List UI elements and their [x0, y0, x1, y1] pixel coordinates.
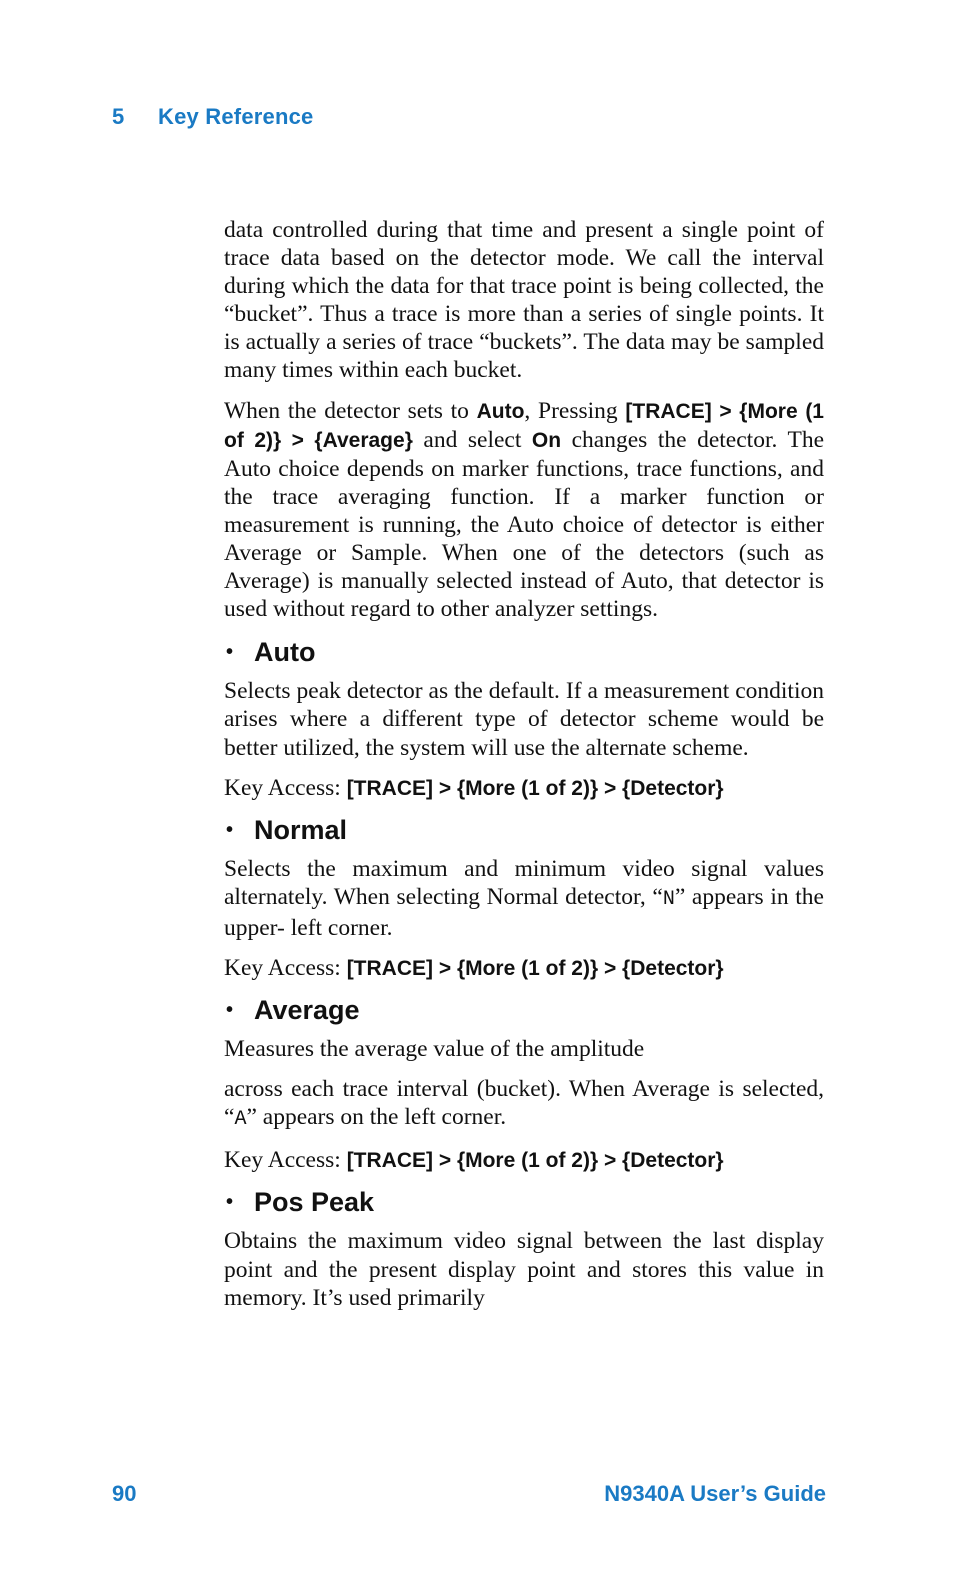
key-access-average — [224, 1146, 824, 1175]
heading-label: Normal — [254, 814, 348, 845]
key-access-normal — [224, 954, 824, 983]
auto-keyword: Auto — [476, 399, 525, 423]
average-description-1: Measures the average value of the amplitude — [224, 1036, 645, 1063]
section-heading-pos-peak — [224, 1185, 824, 1219]
section-heading-average — [224, 993, 824, 1027]
bullet-icon: • — [226, 641, 234, 664]
bullet-icon: • — [226, 1191, 234, 1214]
normal-description — [224, 855, 824, 942]
section-heading-auto — [224, 635, 824, 669]
key-access-path: [TRACE] > {More (1 of 2)} > {Detector} — [346, 1149, 724, 1173]
section-heading-normal — [224, 813, 824, 847]
key-access-path: [TRACE] > {More (1 of 2)} > {Detector} — [346, 956, 724, 980]
key-access-auto — [224, 774, 824, 803]
auto-description: Selects peak detector as the default. If a measurement condition arises where a different type of detector scheme would be better utilized, the system will use the alternate scheme. — [224, 678, 824, 761]
text-span: ” appears in the upper- left corner. — [224, 883, 824, 941]
text-span: Selects the maximum and minimum video signal values alternately. When selecting Normal detector, “ — [224, 855, 824, 910]
code-glyph: A — [234, 1108, 247, 1132]
key-access-label: Key Access: — [224, 774, 341, 801]
intro-paragraph-2 — [224, 397, 824, 624]
page-body — [224, 216, 824, 1324]
average-description-2 — [224, 1075, 824, 1134]
code-glyph: N — [662, 887, 675, 911]
heading-label: Average — [254, 995, 360, 1026]
chapter-number: 5 — [112, 104, 125, 129]
intro-paragraph-1: data controlled during that time and present a single point of trace data based on the detector mode. We call the interval during which the data for that trace point is being collected, the “bucket”. Thus a trace is more than a series of single points. It is actually a series of trace “buckets”. The data may be sampled many times within each bucket. — [224, 217, 824, 384]
text-span: ” appears on the left corner. — [246, 1104, 507, 1131]
text-span: changes the detector. The Auto choice depends on marker functions, trace functions, and the trace averaging function. If a marker function or measurement is running, the Auto choice of detector is either Average or Sample. When one of the detectors (such as Average) is manually selected instead of Auto, that detector is used without regard to other analyzer settings. — [224, 426, 824, 623]
text-span: across each trace interval (bucket). When Average is selected, “ — [224, 1076, 824, 1131]
key-sequence-average: [TRACE] > {More (1 of 2)} > {Average} — [224, 399, 824, 452]
heading-label: Auto — [254, 637, 316, 668]
pos-peak-description: Obtains the maximum video signal between the last display point and the present display point and stores this value in memory. It’s used primarily — [224, 1228, 824, 1311]
text-span: , Pressing — [524, 397, 626, 424]
key-access-label: Key Access: — [224, 1147, 341, 1174]
text-span: and select — [412, 426, 532, 453]
text-span: When the detector sets to — [224, 397, 477, 424]
guide-title: N9340A User’s Guide — [604, 1481, 826, 1506]
chapter-title: Key Reference — [158, 104, 314, 129]
bullet-icon: • — [226, 999, 234, 1022]
page-number: 90 — [112, 1481, 137, 1506]
on-keyword: On — [531, 428, 562, 452]
key-access-label: Key Access: — [224, 954, 341, 981]
key-access-path: [TRACE] > {More (1 of 2)} > {Detector} — [346, 776, 724, 800]
running-header — [112, 104, 313, 130]
heading-label: Pos Peak — [254, 1187, 375, 1218]
bullet-icon: • — [226, 818, 234, 841]
